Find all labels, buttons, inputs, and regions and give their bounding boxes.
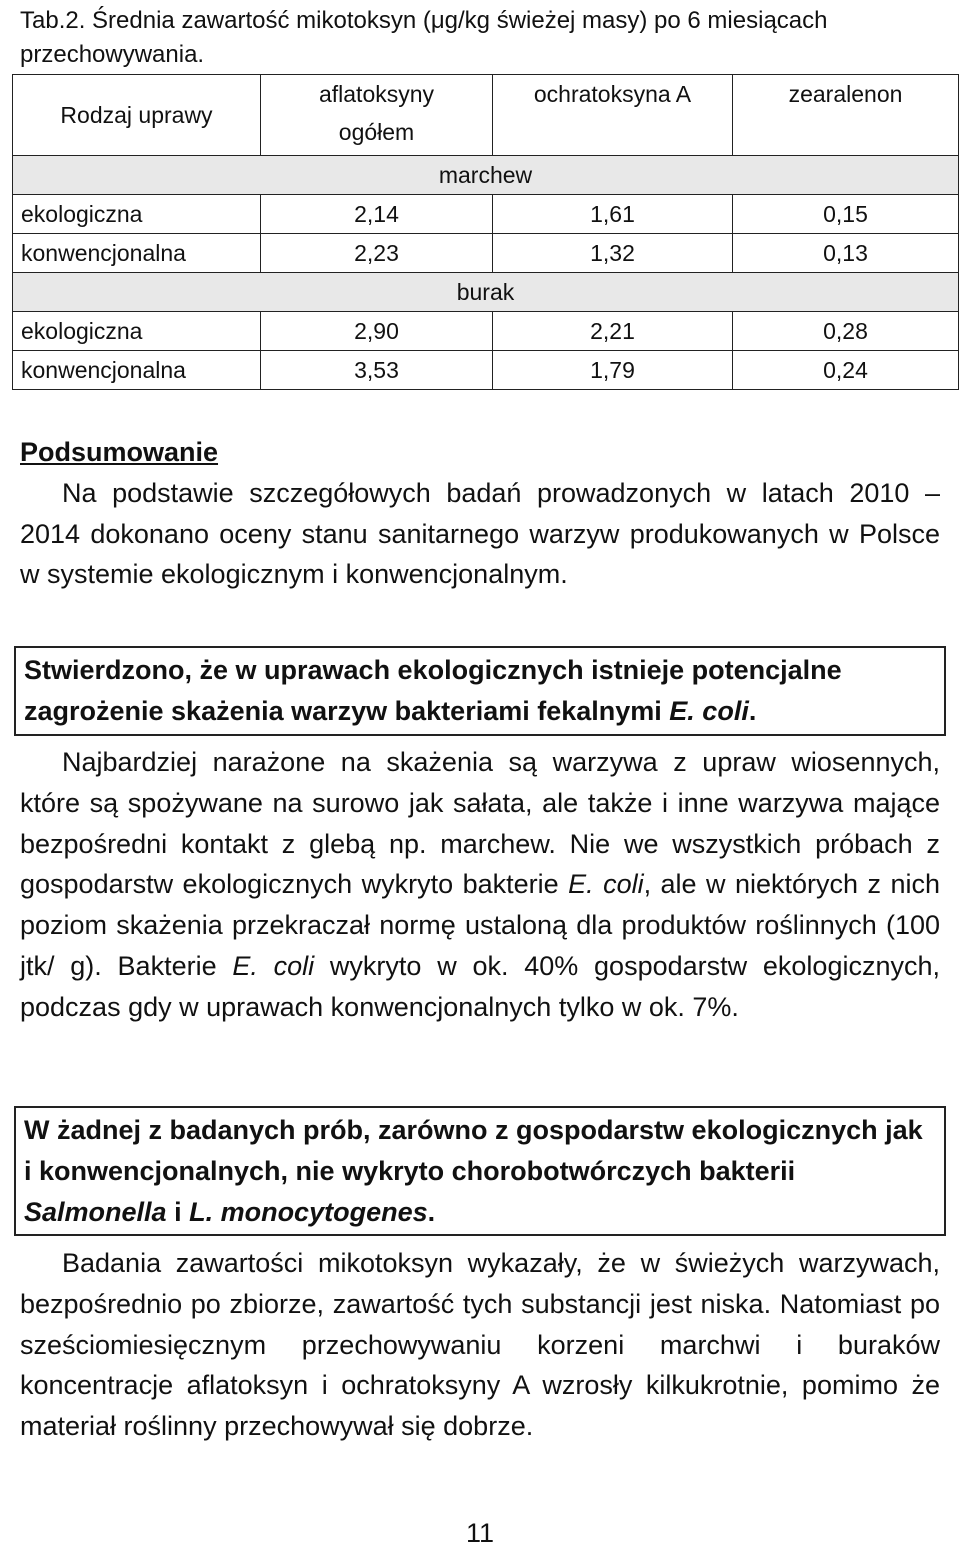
cell-value: 0,28 [733, 312, 959, 351]
table-row [13, 312, 959, 351]
group-label: marchew [13, 156, 959, 195]
cell-value: 1,61 [493, 195, 733, 234]
ecoli-finding-end: . [748, 695, 757, 726]
cell-value: 1,32 [493, 234, 733, 273]
table-row [13, 351, 959, 390]
ecoli-paragraph: Najbardziej narażone na skażenia są warzywa z upraw wiosennych, które są spożywane na surowo jak sałata, ale także i inne warzywa mające bezpośredni kontakt z glebą np. marchew. Nie we wszystkich próbach z gospodarstw ekologicznych wykryto bakterie E. coli, ale w niektórych z nich poziom skażenia przekraczał normę ustaloną dla produktów roślinnych (100 jtk/ g). Bakterie E. coli wykryto w ok. 40% gospodarstw ekologicznych, podczas gdy w uprawach konwencjonalnych tylko w ok. 7%. [20, 747, 940, 1022]
header-crop-type: Rodzaj uprawy [13, 75, 261, 156]
cell-crop: konwencjonalna [13, 234, 261, 273]
summary-heading: Podsumowanie [20, 437, 219, 467]
cell-value: 2,14 [261, 195, 493, 234]
cell-value: 0,24 [733, 351, 959, 390]
header-zearalenone: zearalenon [733, 75, 959, 156]
group-row-marchew [13, 156, 959, 195]
table-header-row [13, 75, 959, 156]
pathogen-finding-box [14, 1106, 946, 1236]
header-aflatoxins: aflatoksyny ogółem [261, 75, 493, 156]
ecoli-finding-box [14, 646, 946, 736]
mycotoxin-table [12, 74, 959, 390]
summary-section [20, 432, 940, 595]
page-number: 11 [465, 1518, 495, 1548]
table-row [13, 195, 959, 234]
ecoli-finding-text: Stwierdzono, że w uprawach ekologicznych istnieje potencjalne zagrożenie skażenia warzyw bakteriami fekalnymi [24, 655, 842, 726]
table-caption: Tab.2. Średnia zawartość mikotoksyn (μg/kg świeżej masy) po 6 miesiącach przechowywania. [20, 7, 828, 68]
pathogen-end: . [427, 1196, 436, 1227]
group-label: burak [13, 273, 959, 312]
cell-value: 1,79 [493, 351, 733, 390]
mycotoxin-paragraph: Badania zawartości mikotoksyn wykazały, że w świeżych warzywach, bezpośrednio po zbiorze, zawartość tych substancji jest niska. Natomiast po sześciomiesięcznym przechowywaniu korzeni marchwi i buraków koncentracje aflatoksyn i ochratoksyny A wzrosły kilkukrotnie, pomimo że materiał roślinny przechowywał się dobrze. [20, 1248, 940, 1442]
cell-value: 2,23 [261, 234, 493, 273]
salmonella-italic: Salmonella [24, 1196, 167, 1227]
header-ochratoxin: ochratoksyna A [493, 75, 733, 156]
cell-value: 0,13 [733, 234, 959, 273]
cell-value: 2,21 [493, 312, 733, 351]
cell-value: 0,15 [733, 195, 959, 234]
pathogen-conjunction: i [166, 1196, 190, 1227]
cell-value: 2,90 [261, 312, 493, 351]
cell-crop: ekologiczna [13, 195, 261, 234]
summary-paragraph: Na podstawie szczegółowych badań prowadzonych w latach 2010 – 2014 dokonano oceny stanu sanitarnego warzyw produkowanych w Polsce w systemie ekologicznym i konwencjonalnym. [20, 477, 940, 590]
table-row [13, 234, 959, 273]
cell-value: 3,53 [261, 351, 493, 390]
pathogen-text: W żadnej z badanych prób, zarówno z gospodarstw ekologicznych jak i konwencjonalnych, nie wykryto chorobotwórczych bakterii [24, 1115, 923, 1186]
cell-crop: konwencjonalna [13, 351, 261, 390]
cell-crop: ekologiczna [13, 312, 261, 351]
ecoli-italic: E. coli [669, 695, 749, 726]
listeria-italic: L. monocytogenes [189, 1196, 428, 1227]
group-row-burak [13, 273, 959, 312]
